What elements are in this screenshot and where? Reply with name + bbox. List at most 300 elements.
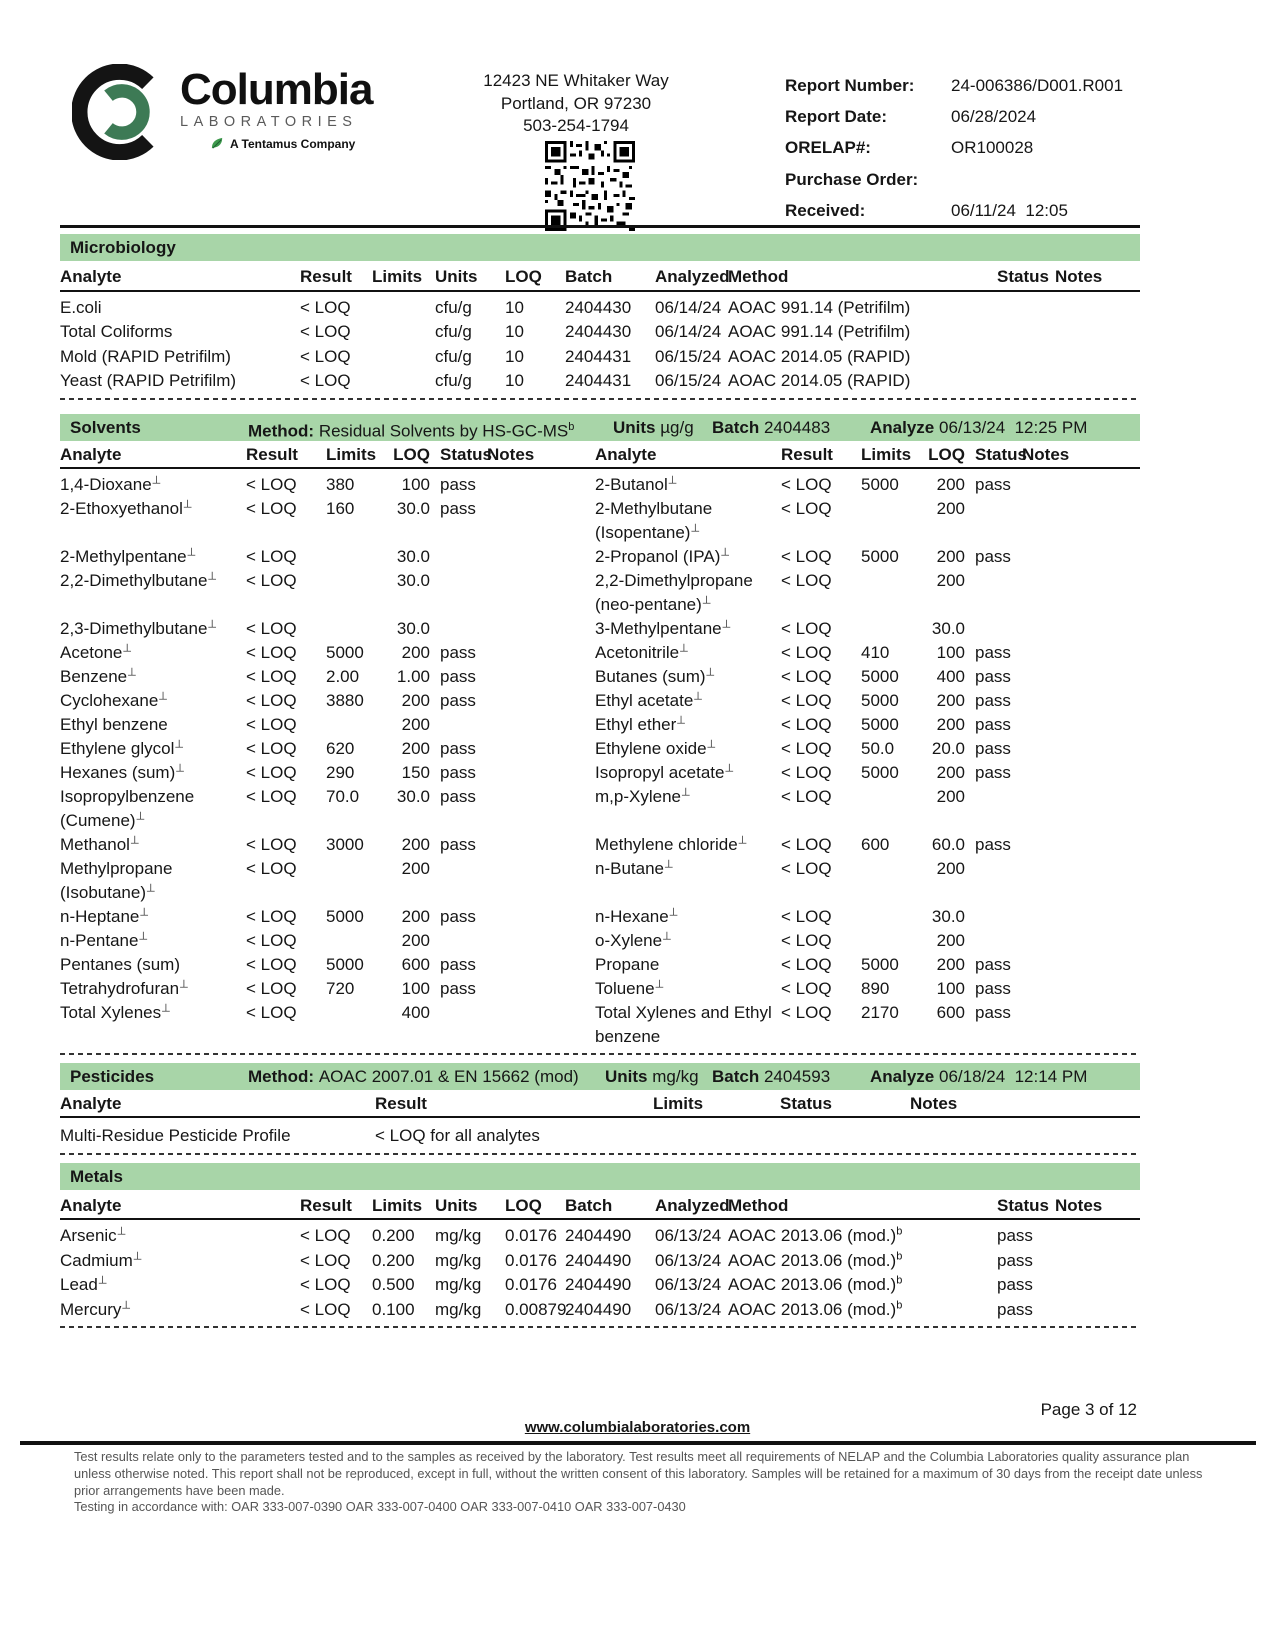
cell-limits: [861, 497, 923, 545]
cell-status: [997, 345, 1055, 370]
cell-status: [965, 785, 1022, 833]
cell-result: < LOQ: [781, 570, 832, 590]
cell-batch: 2404490: [565, 1250, 632, 1270]
cell-units: cfu/g: [435, 371, 472, 390]
solvent-row-right: [595, 473, 1070, 497]
cell-result: < LOQ: [781, 906, 832, 926]
cell-notes: [1022, 737, 1070, 761]
cell-batch: 2404490: [565, 1299, 632, 1319]
cell-result: < LOQ: [246, 618, 297, 638]
report-info-label: Purchase Order:: [785, 169, 919, 189]
cell-limits: 2170: [861, 1002, 899, 1022]
metals-header-row: Analyte Result Limits Units LOQ Batch Analyzed Method Status Notes: [60, 1195, 1103, 1215]
cell-limits: 3880: [326, 690, 364, 710]
microbiology-header-row: Analyte Result Limits Units LOQ Batch Analyzed Method Status Notes: [60, 267, 1103, 286]
cell-analyte: 2,2-Dimethylbutane⊥: [60, 569, 218, 590]
cell-notes: [1022, 857, 1070, 905]
cell-result: < LOQ: [246, 498, 297, 518]
solvent-row-left: [60, 665, 535, 689]
cell-analyte: Total Xylenes⊥: [60, 1001, 171, 1022]
cell-analyzed: 06/13/24: [655, 1275, 722, 1294]
report-info-label: Report Date:: [785, 107, 888, 127]
table-row: [60, 369, 1140, 394]
cell-status: pass: [440, 474, 476, 494]
cell-analyte: Acetonitrile⊥: [595, 641, 689, 662]
cell-status: [430, 929, 487, 953]
cell-status: [430, 857, 487, 905]
cell-loq: 200: [401, 930, 430, 950]
cell-status: [997, 369, 1055, 394]
cell-analyte: Ethylene oxide⊥: [595, 737, 717, 758]
cell-analyte: Acetone⊥: [60, 641, 132, 662]
cell-method: AOAC 2014.05 (RAPID): [728, 346, 911, 366]
solvent-row-left: [60, 689, 535, 713]
cell-notes: [487, 473, 535, 497]
cell-limits: [861, 905, 923, 929]
solvent-row-right: [595, 713, 1070, 737]
cell-analyte: Pentanes (sum): [60, 954, 180, 974]
solvent-row-pair: [60, 833, 1140, 857]
cell-loq: 0.0176: [505, 1275, 557, 1294]
microbiology-table: [60, 296, 1140, 394]
cell-analyte: o-Xylene⊥: [595, 929, 672, 950]
cell-result: < LOQ: [246, 642, 297, 662]
cell-limits: [326, 1001, 388, 1049]
cell-analyte: Ethyl acetate⊥: [595, 689, 703, 710]
cell-status: pass: [440, 738, 476, 758]
solvent-row-pair: [60, 737, 1140, 761]
cell-limits: 890: [861, 978, 890, 998]
cell-analyzed: 06/13/24: [655, 1250, 722, 1270]
cell-loq: 200: [936, 858, 965, 878]
cell-notes: [910, 1124, 1140, 1149]
tentamus-tagline: A Tentamus Company: [210, 136, 372, 151]
solvent-row-right: [595, 785, 1070, 833]
cell-result: < LOQ: [781, 786, 832, 806]
table-row: [60, 1124, 1140, 1149]
cell-units: cfu/g: [435, 322, 472, 341]
address-line3: 503-254-1794: [523, 116, 629, 135]
solvent-row-pair: [60, 929, 1140, 953]
solvent-row-pair: [60, 857, 1140, 905]
cell-units: cfu/g: [435, 297, 472, 317]
cell-limits: 380: [326, 474, 355, 494]
cell-analyte: n-Butane⊥: [595, 857, 674, 878]
tentamus-leaf-icon: [210, 136, 225, 151]
report-info-row: [785, 195, 1155, 226]
solvent-row-pair: [60, 785, 1140, 833]
cell-notes: [487, 761, 535, 785]
table-row: [60, 296, 1140, 321]
cell-result: < LOQ: [300, 1275, 351, 1294]
cell-analyzed: 06/13/24: [655, 1226, 722, 1245]
cell-loq: 200: [401, 642, 430, 662]
brand-subtitle: LABORATORIES: [180, 114, 358, 130]
solvent-row-left: [60, 545, 535, 569]
section-band-microbiology: Microbiology: [60, 234, 1140, 261]
cell-result: < LOQ: [300, 1250, 351, 1270]
footer-disclaimer: [74, 1449, 1208, 1516]
cell-status: pass: [440, 978, 476, 998]
cell-status: pass: [440, 642, 476, 662]
cell-result: < LOQ: [246, 954, 297, 974]
cell-analyte: Mold (RAPID Petrifilm): [60, 346, 231, 366]
cell-status: [430, 569, 487, 617]
cell-analyte: n-Hexane⊥: [595, 905, 679, 926]
cell-limits: 5000: [326, 642, 364, 662]
cell-loq: 400: [936, 666, 965, 686]
cell-analyte: Ethylene glycol⊥: [60, 737, 184, 758]
cell-notes: [487, 641, 535, 665]
cell-analyte: 2-Propanol (IPA)⊥: [595, 545, 730, 566]
cell-limits: [653, 1124, 780, 1149]
cell-status: [430, 1001, 487, 1049]
cell-loq: 0.00879: [505, 1299, 567, 1319]
cell-loq: 100: [936, 642, 965, 662]
cell-method: AOAC 991.14 (Petrifilm): [728, 297, 911, 317]
cell-limits: 5000: [861, 690, 899, 710]
cell-limits: 5000: [861, 954, 899, 974]
cell-limits: [326, 617, 388, 641]
cell-analyte: Arsenic⊥: [60, 1225, 127, 1245]
cell-result: < LOQ: [781, 498, 832, 518]
disclaimer-text: Test results relate only to the parameters tested and to the samples as received by the laboratory. Test results meet all requirements of NELAP and the Columbia Laboratories quality assurance plan unless otherwise noted. This report shall not be reproduced, except in full, without the written consent of this laboratory. Samples will be retained for a maximum of 30 days from the receipt date unless prior arrangements have been made.: [74, 1449, 1203, 1498]
cell-notes: [487, 1001, 535, 1049]
cell-result: < LOQ: [781, 474, 832, 494]
cell-notes: [1022, 713, 1070, 737]
cell-analyte: Methanol⊥: [60, 833, 140, 854]
cell-method: AOAC 991.14 (Petrifilm): [728, 322, 911, 341]
cell-batch: 2404430: [565, 322, 632, 341]
cell-analyte: Total Coliforms: [60, 322, 173, 341]
cell-analyzed: 06/15/24: [655, 346, 722, 366]
cell-notes: [1022, 665, 1070, 689]
cell-result: < LOQ: [781, 954, 832, 974]
cell-notes: [1022, 1001, 1070, 1049]
cell-loq: 30.0: [396, 786, 430, 806]
cell-analyte: Methylene chloride⊥: [595, 833, 748, 854]
cell-analyte: Total Xylenes and Ethyl benzene: [595, 1002, 772, 1046]
cell-status: pass: [975, 834, 1011, 854]
cell-analyte: Benzene⊥: [60, 665, 137, 686]
solvent-row-pair: [60, 953, 1140, 977]
cell-limits: [372, 296, 435, 321]
cell-status: [965, 617, 1022, 641]
cell-limits: [326, 929, 388, 953]
solvent-row-pair: [60, 905, 1140, 929]
cell-loq: 200: [401, 906, 430, 926]
cell-loq: 200: [936, 930, 965, 950]
cell-status: pass: [975, 1002, 1011, 1022]
cell-result: < LOQ: [300, 1226, 351, 1245]
section-band-metals: Metals: [60, 1163, 1140, 1190]
cell-limits: [372, 345, 435, 370]
cell-status: pass: [440, 834, 476, 854]
solvent-row-left: [60, 737, 535, 761]
solvent-row-pair: [60, 665, 1140, 689]
solvent-row-right: [595, 569, 1070, 617]
lab-address: [448, 70, 704, 138]
cell-status: [430, 545, 487, 569]
cell-units: cfu/g: [435, 346, 472, 366]
cell-result: < LOQ: [781, 642, 832, 662]
cell-limits: 50.0: [861, 738, 895, 758]
cell-limits: 5000: [861, 714, 899, 734]
solvent-row-right: [595, 929, 1070, 953]
solvent-row-right: [595, 905, 1070, 929]
cell-result: < LOQ: [781, 690, 832, 710]
table-row: [60, 1224, 1140, 1249]
cell-status: pass: [997, 1299, 1033, 1319]
cell-limits: 0.200: [372, 1226, 415, 1245]
cell-limits: [372, 320, 435, 345]
section-title: Pesticides: [70, 1066, 155, 1086]
cell-loq: 200: [936, 570, 965, 590]
cell-notes: [487, 617, 535, 641]
cell-limits: 160: [326, 498, 355, 518]
cell-analyte: Propane: [595, 954, 660, 974]
solvent-row-right: [595, 833, 1070, 857]
solvent-row-left: [60, 1001, 535, 1049]
cell-result: < LOQ: [781, 714, 832, 734]
cell-result: < LOQ: [246, 762, 297, 782]
metals-table: [60, 1224, 1140, 1322]
cell-notes: [487, 785, 535, 833]
table-row: [60, 1298, 1140, 1323]
cell-status: [997, 296, 1055, 321]
cell-limits: [326, 857, 388, 905]
cell-notes: [1022, 617, 1070, 641]
cell-loq: 200: [401, 690, 430, 710]
cell-result: < LOQ: [246, 786, 297, 806]
cell-result: < LOQ: [246, 666, 297, 686]
cell-limits: 620: [326, 738, 355, 758]
report-info-row: [785, 70, 1155, 101]
solvent-row-pair: [60, 761, 1140, 785]
cell-loq: 200: [936, 786, 965, 806]
cell-notes: [1055, 296, 1140, 321]
cell-status: pass: [997, 1275, 1033, 1294]
cell-result: < LOQ: [781, 1002, 832, 1022]
cell-limits: 0.100: [372, 1299, 415, 1319]
cell-analyte: Hexanes (sum)⊥: [60, 761, 185, 782]
cell-analyte: m,p-Xylene⊥: [595, 785, 691, 806]
cell-limits: [861, 785, 923, 833]
cell-loq: 30.0: [931, 906, 965, 926]
cell-limits: [861, 857, 923, 905]
cell-notes: [1055, 345, 1140, 370]
cell-analyte: Tetrahydrofuran⊥: [60, 977, 189, 998]
cell-result: < LOQ for all analytes: [375, 1126, 540, 1145]
cell-analyte: E.coli: [60, 297, 102, 317]
cell-notes: [1022, 929, 1070, 953]
cell-result: < LOQ: [781, 858, 832, 878]
cell-method: AOAC 2013.06 $(mod.)^b$: [728, 1274, 903, 1294]
cell-notes: [1022, 545, 1070, 569]
pesticides-table: [60, 1124, 1140, 1149]
cell-result: < LOQ: [781, 618, 832, 638]
cell-notes: [487, 569, 535, 617]
pesticides-header-row: Analyte Result Limits Status Notes: [60, 1093, 958, 1113]
cell-limits: [326, 545, 388, 569]
cell-loq: 0.0176: [505, 1250, 557, 1270]
solvent-row-left: [60, 473, 535, 497]
cell-result: < LOQ: [781, 930, 832, 950]
cell-loq: 100: [401, 978, 430, 998]
cell-status: pass: [440, 954, 476, 974]
cell-notes: [1022, 497, 1070, 545]
cell-units: mg/kg: [435, 1299, 482, 1319]
cell-limits: 5000: [861, 762, 899, 782]
solvent-row-right: [595, 497, 1070, 545]
cell-loq: 200: [936, 498, 965, 518]
cell-status: pass: [440, 690, 476, 710]
cell-result: < LOQ: [246, 858, 297, 878]
cell-method: AOAC 2014.05 (RAPID): [728, 371, 911, 390]
cell-result: < LOQ: [246, 1002, 297, 1022]
solvent-row-right: [595, 953, 1070, 977]
cell-status: [965, 905, 1022, 929]
cell-result: < LOQ: [246, 474, 297, 494]
cell-analyte: Ethyl ether⊥: [595, 713, 686, 734]
cell-loq: 30.0: [931, 618, 965, 638]
cell-loq: 200: [401, 714, 430, 734]
cell-analyte: 1,4-Dioxane⊥: [60, 473, 162, 494]
cell-status: [965, 497, 1022, 545]
cell-loq: 200: [936, 690, 965, 710]
cell-notes: [1022, 689, 1070, 713]
cell-status: pass: [975, 546, 1011, 566]
cell-loq: 10: [505, 297, 524, 317]
cell-loq: 100: [936, 978, 965, 998]
solvent-row-right: [595, 641, 1070, 665]
cell-result: < LOQ: [781, 834, 832, 854]
solvent-row-pair: [60, 497, 1140, 545]
cell-result: < LOQ: [781, 546, 832, 566]
cell-loq: 600: [936, 1002, 965, 1022]
cell-result: < LOQ: [781, 762, 832, 782]
cell-analyte: 2-Ethoxyethanol⊥: [60, 497, 193, 518]
cell-limits: 0.200: [372, 1250, 415, 1270]
cell-status: [430, 713, 487, 737]
cell-limits: [372, 369, 435, 394]
table-row: [60, 1273, 1140, 1298]
cell-method: AOAC 2013.06 $(mod.)^b$: [728, 1249, 903, 1270]
cell-status: pass: [440, 762, 476, 782]
solvent-row-left: [60, 929, 535, 953]
cell-status: pass: [975, 714, 1011, 734]
cell-analyzed: 06/14/24: [655, 322, 722, 341]
section-title: Solvents: [70, 417, 141, 437]
solvent-row-left: [60, 785, 535, 833]
solvent-row-left: [60, 617, 535, 641]
cell-loq: 200: [936, 714, 965, 734]
solvent-row-pair: [60, 713, 1140, 737]
cell-status: [430, 617, 487, 641]
cell-loq: 200: [936, 474, 965, 494]
report-info-row: [785, 164, 1155, 195]
report-info-row: [785, 132, 1155, 163]
cell-units: mg/kg: [435, 1250, 482, 1270]
cell-analyzed: 06/14/24: [655, 297, 722, 317]
cell-notes: [1055, 320, 1140, 345]
cell-notes: [487, 737, 535, 761]
cell-status: pass: [440, 786, 476, 806]
cell-status: pass: [997, 1226, 1033, 1245]
solvent-row-pair: [60, 641, 1140, 665]
cell-analyte: Cadmium⊥: [60, 1249, 143, 1270]
cell-notes: [487, 497, 535, 545]
cell-status: pass: [975, 978, 1011, 998]
cell-result: < LOQ: [246, 546, 297, 566]
cell-status: pass: [975, 474, 1011, 494]
columbia-logo: [72, 64, 372, 160]
cell-status: pass: [440, 906, 476, 926]
cell-notes: [1022, 641, 1070, 665]
solvent-row-pair: [60, 977, 1140, 1001]
cell-limits: 0.500: [372, 1275, 415, 1294]
solvent-row-left: [60, 641, 535, 665]
cell-notes: [1022, 953, 1070, 977]
cell-status: [965, 929, 1022, 953]
cell-result: < LOQ: [300, 1299, 351, 1319]
cell-limits: 5000: [861, 666, 899, 686]
website-link[interactable]: www.columbialaboratories.com: [524, 1419, 751, 1436]
cell-limits: [861, 617, 923, 641]
report-info-value: OR100028: [951, 138, 1034, 158]
cell-limits: 2.00: [326, 666, 360, 686]
solvent-row-pair: [60, 617, 1140, 641]
cell-status: pass: [997, 1250, 1033, 1270]
address-line2: Portland, OR 97230: [500, 93, 652, 113]
cell-analyte: Ethyl benzene: [60, 714, 168, 734]
solvent-row-pair: [60, 1001, 1140, 1049]
solvent-row-right: [595, 761, 1070, 785]
solvent-row-left: [60, 953, 535, 977]
cell-limits: 3000: [326, 834, 364, 854]
cell-loq: 30.0: [396, 570, 430, 590]
cell-result: < LOQ: [246, 834, 297, 854]
cell-analyte: 2,3-Dimethylbutane⊥: [60, 617, 218, 638]
cell-limits: 5000: [326, 954, 364, 974]
cell-analyte: Methylpropane (Isobutane)⊥: [60, 858, 173, 902]
cell-notes: [487, 713, 535, 737]
solvent-row-left: [60, 761, 535, 785]
cell-notes: [487, 833, 535, 857]
cell-notes: [1022, 785, 1070, 833]
solvent-row-pair: [60, 569, 1140, 617]
qr-code: [545, 141, 635, 236]
cell-loq: 30.0: [396, 546, 430, 566]
cell-result: < LOQ: [246, 930, 297, 950]
report-info-label: Report Number:: [785, 76, 915, 95]
cell-analyzed: 06/13/24: [655, 1299, 722, 1319]
cell-status: pass: [975, 666, 1011, 686]
cell-limits: [861, 929, 923, 953]
report-info-block: [785, 70, 1155, 226]
cell-loq: 150: [401, 762, 430, 782]
solvent-row-right: [595, 977, 1070, 1001]
cell-notes: [487, 953, 535, 977]
cell-analyte: 2-Methylpentane⊥: [60, 545, 197, 566]
cell-notes: [1022, 905, 1070, 929]
solvent-row-left: [60, 569, 535, 617]
footer-rule: [20, 1441, 1256, 1445]
cell-analyte: Mercury⊥: [60, 1298, 131, 1319]
accordance-text: Testing in accordance with: OAR 333-007-0390 OAR 333-007-0400 OAR 333-007-0410 OAR 333-007-0430: [74, 1499, 686, 1515]
solvent-row-right: [595, 689, 1070, 713]
solvent-row-right: [595, 857, 1070, 905]
